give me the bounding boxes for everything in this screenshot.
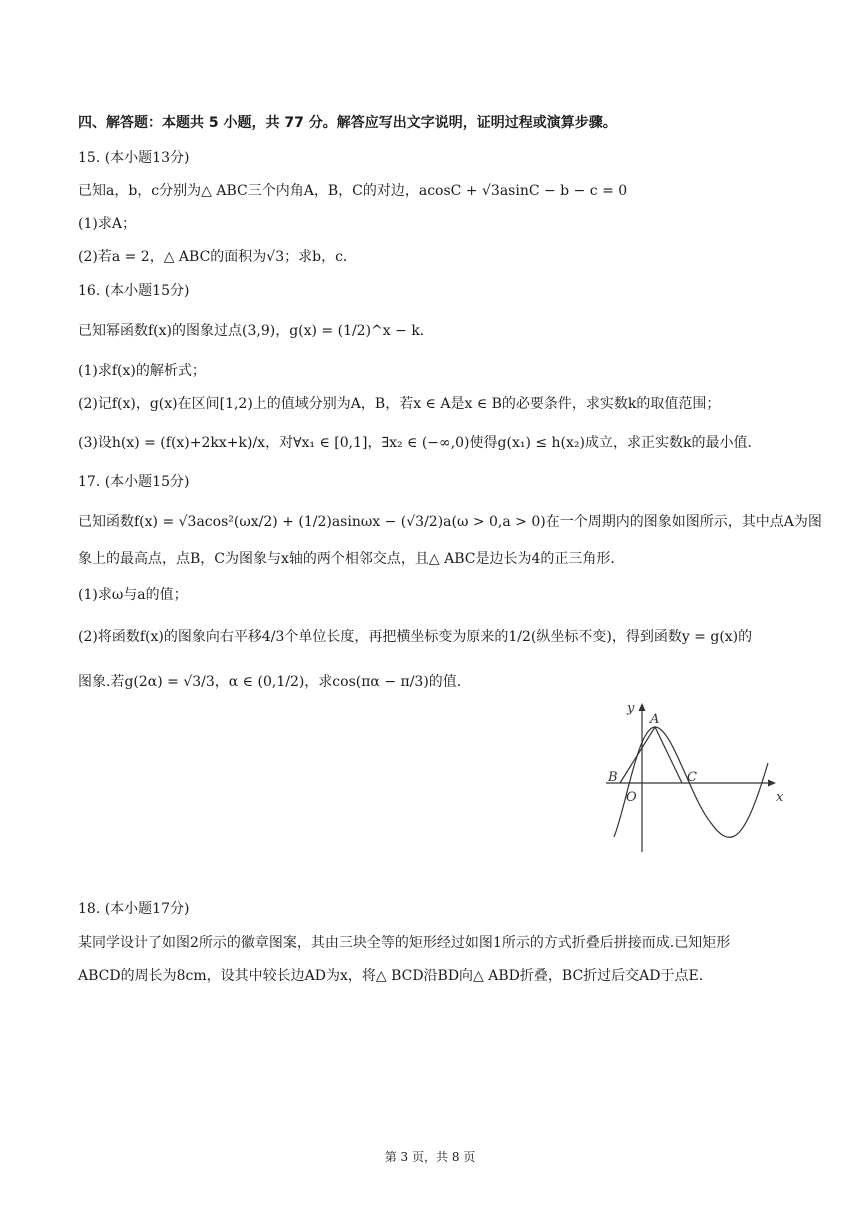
sine-graph-figure: [600, 697, 790, 857]
q16-part1: (1)求f(x)的解析式；: [78, 363, 206, 379]
q17-title: 17. (本小题15分): [78, 474, 190, 490]
q15-part2: (2)若a = 2，△ ABC的面积为√3；求b，c．: [78, 249, 357, 265]
point-b-label: B: [608, 770, 618, 785]
point-c-label: C: [687, 770, 697, 785]
q18-stem-line2: ABCD的周长为8cm，设其中较长边AD为x，将△ BCD沿BD向△ ABD折叠，BC折过后交AD于点E．: [78, 968, 713, 984]
q17-part2-line2: 图象.若g(2α) = √3/3，α ∈ (0,1/2)，求cos(πα − π/3)的值．: [78, 674, 471, 690]
q17-stem-line2: 象上的最高点，点B，C为图象与x轴的两个相邻交点，且△ ABC是边长为4的正三角形．: [78, 551, 625, 567]
q16-title: 16. (本小题15分): [78, 283, 190, 299]
q16-stem: 已知幂函数f(x)的图象过点(3,9)，g(x) = (1/2)^x − k．: [78, 323, 434, 339]
q18-stem-line1: 某同学设计了如图2所示的徽章图案，其由三块全等的矩形经过如图1所示的方式折叠后拼接而成.已知矩形: [78, 935, 731, 951]
q17-part2-line1: (2)将函数f(x)的图象向右平移4/3个单位长度，再把横坐标变为原来的1/2(纵坐标不变)，得到函数y = g(x)的: [78, 629, 753, 645]
origin-label: O: [626, 790, 637, 805]
q17-part1: (1)求ω与a的值；: [78, 587, 188, 603]
triangle-abc: [620, 727, 682, 783]
q17-stem-line1: 已知函数f(x) = √3acos²(ωx/2) + (1/2)asinωx − (√3/2)a(ω > 0,a > 0)在一个周期内的图象如图所示，其中点A为图: [78, 514, 822, 530]
q16-part3: (3)设h(x) = (f(x)+2kx+k)/x，对∀x₁ ∈ [0,1]，∃x₂ ∈ (−∞,0)使得g(x₁) ≤ h(x₂)成立，求正实数k的最小值．: [78, 435, 762, 451]
x-axis-arrow-icon: [768, 780, 776, 787]
y-axis-arrow-icon: [639, 703, 646, 711]
q15-part1: (1)求A；: [78, 216, 136, 232]
q15-title: 15. (本小题13分): [78, 150, 190, 166]
page-footer: 第 3 页，共 8 页: [384, 1150, 476, 1164]
x-axis-label: x: [776, 790, 784, 805]
section-header: 四、解答题：本题共 5 小题，共 77 分。解答应写出文字说明，证明过程或演算步骤。: [78, 115, 617, 131]
q18-title: 18. (本小题17分): [78, 901, 190, 917]
q15-stem: 已知a，b，c分别为△ ABC三个内角A，B，C的对边，acosC + √3asinC − b − c = 0: [78, 183, 628, 199]
q16-part2: (2)记f(x)，g(x)在区间[1,2)上的值域分别为A，B，若x ∈ A是x ∈ B的必要条件，求实数k的取值范围；: [78, 396, 721, 412]
point-a-label: A: [650, 712, 660, 727]
y-axis-label: y: [627, 701, 635, 716]
